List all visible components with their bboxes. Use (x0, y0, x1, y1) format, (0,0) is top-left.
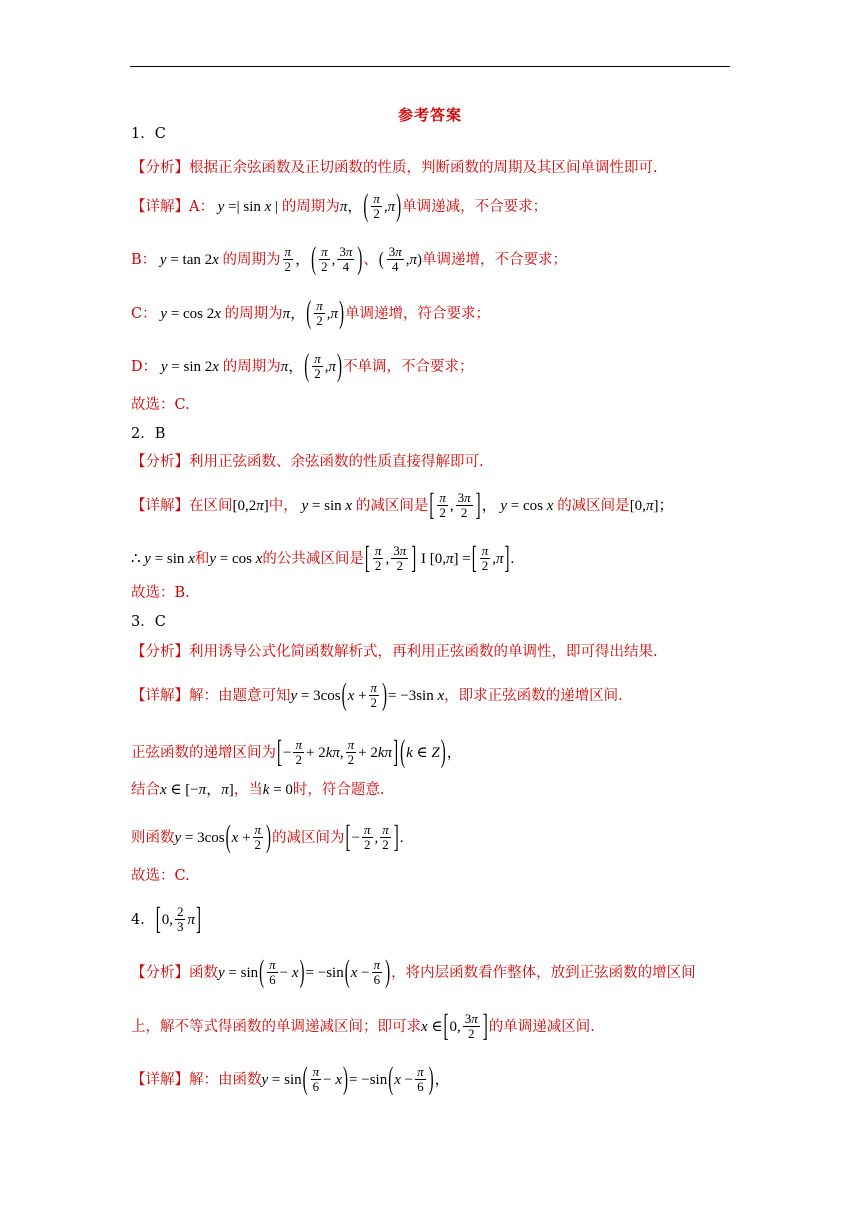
text: 解：由题意可知 (189, 687, 291, 704)
fraction: $\frac{\pi}{2}$ (373, 191, 380, 221)
text: 时，符合题意. (292, 782, 385, 798)
q3-detail-4: 则函数 y = 3cos ( x + $\frac{\pi}{2}$ ) 的减区间为 [ − $\frac{\pi}{2}$ , $\frac{\pi}{2}$ ] . (131, 820, 404, 855)
text: 的减区间为 (272, 829, 345, 846)
text: 中， (268, 497, 298, 514)
q1-choose: 故选：C. (131, 397, 190, 413)
text: 的周期为 (222, 358, 281, 375)
detail-tag: 【详解】 (131, 687, 189, 704)
q3-analysis (131, 642, 658, 662)
q3-detail-3: 结合 x ∈ [−π，π] ，当 k = 0 时，符合题意. (131, 782, 385, 798)
analysis-tag: 【分析】 (131, 644, 189, 660)
q4-analysis-2: 上，解不等式得函数的单调递减区间；即可求 x ∈ [ 0, $\frac{3\pi}{2}$ ] 的单调递减区间. (131, 1009, 595, 1044)
text: 的周期为 (222, 251, 281, 268)
text: 的单调递减区间. (488, 1018, 595, 1035)
q1-detail-b: B： y = tan 2x 的周期为 $\frac{\pi}{2}$ ， ( $\frac{\pi}{2}$ , $\frac{3\pi}{4}$ ) 、 ( $\frac{3\pi}{4}$ ,π) 单调递增，不合要求； (131, 242, 567, 277)
text: 在区间 (189, 497, 233, 514)
analysis-text: 利用诱导公式化简函数解析式，再利用正弦函数的单调性，即可得出结果. (189, 644, 658, 660)
text: 解：由函数 (189, 1071, 262, 1088)
text: 的周期为 (224, 305, 283, 322)
q1-number (131, 124, 166, 144)
q3-choose: 故选：C. (131, 868, 190, 884)
option-a-label: A： (189, 198, 214, 215)
q3-detail-2: 正弦函数的递增区间为 [ − $\frac{\pi}{2}$ + 2kπ, $\frac{\pi}{2}$ + 2kπ ] ( k ∈ Z ) ， (131, 735, 462, 770)
q4-detail: 【详解】 解：由函数 y = sin ( $\frac{\pi}{6}$ − x ) = −sin ( x − $\frac{\pi}{6}$ ) ， (131, 1062, 450, 1097)
formula: y = sin 2x (160, 358, 219, 375)
q2-detail-2: ∴ y = sin x 和 y = cos x 的公共减区间是 [ $\frac{\pi}{2}$ , $\frac{3\pi}{2}$ ] I [0,π] = [ $\frac{\pi}{2}$ ,π ] . (131, 541, 515, 576)
text: ，将内层函数看作整体，放到正弦函数的增区间 (391, 964, 696, 981)
q3-number (131, 612, 166, 632)
q4-number-text: 4． (131, 911, 155, 928)
text: 函数 (189, 964, 218, 981)
q1-number-text: 1．C (131, 126, 166, 142)
formula: y = cos 2x (160, 305, 221, 322)
q1-detail-a: 【详解】 A： y =| sin x | 的周期为 π， ( $\frac{\pi}{2}$ ,π ) 单调递减，不合要求； (131, 189, 548, 224)
text: 的减区间是 (557, 497, 630, 514)
fraction: $\frac{\pi}{2}$ (284, 244, 292, 274)
text: 则函数 (131, 829, 175, 846)
text: 正弦函数的递增区间为 (131, 744, 276, 761)
text: 单调递增，不合要求； (421, 251, 567, 268)
analysis-text: 根据正余弦函数及正切函数的性质，判断函数的周期及其区间单调性即可. (189, 160, 658, 176)
text: 的减区间是 (355, 497, 429, 514)
detail-tag: 【详解】 (131, 198, 189, 215)
q2-detail: 【详解】 在区间 [0,2π] 中， y = sin x 的减区间是 [ $\frac{\pi}{2}$ , $\frac{3\pi}{2}$ ] ， y = cos x 的减区间是 [0,π]； (131, 488, 674, 523)
q1-detail-d: D： y = sin 2x 的周期为 π， ( $\frac{\pi}{2}$ ,π ) 不单调，不合要求； (131, 349, 474, 384)
q4-analysis: 【分析】 函数 y = sin ( $\frac{\pi}{6}$ − x ) = −sin ( x − $\frac{\pi}{6}$ ) ，将内层函数看作整体，放到正弦函数的增区间 (131, 955, 696, 990)
formula: y =| sin x | (217, 198, 282, 215)
text: 单调递增，符合要求； (344, 305, 490, 322)
q4-number: 4． [ 0, $\frac{2}{3}$ π ] (131, 902, 201, 937)
option-b-label: B： (131, 251, 157, 268)
q1-detail-c: C： y = cos 2x 的周期为 π， ( $\frac{\pi}{2}$ ,π ) 单调递增，符合要求； (131, 296, 490, 331)
text: 单调递减，不合要求； (402, 198, 548, 215)
option-d-label: D： (131, 358, 158, 375)
text: 的公共减区间是 (262, 550, 364, 567)
option-c-label: C： (131, 305, 157, 322)
text: 不单调，不合要求； (343, 358, 474, 375)
analysis-tag: 【分析】 (131, 964, 189, 981)
detail-tag: 【详解】 (131, 497, 189, 514)
analysis-tag: 【分析】 (131, 454, 189, 470)
text: 结合 (131, 782, 160, 798)
text: 上，解不等式得函数的单调递减区间；即可求 (131, 1018, 421, 1035)
text: ，当 (233, 782, 263, 798)
q2-choose: 故选：B. (131, 585, 190, 601)
text: ，即求正弦函数的递增区间. (444, 687, 623, 704)
formula: y = tan 2x (159, 251, 219, 268)
q3-detail: 【详解】 解：由题意可知 y = 3cos ( x + $\frac{\pi}{2}$ ) = −3sin x ，即求正弦函数的递增区间. (131, 678, 623, 713)
header-rule (130, 66, 730, 67)
formula: π， (339, 198, 363, 215)
detail-tag: 【详解】 (131, 1071, 189, 1088)
q2-analysis (131, 452, 484, 472)
text: 和 (194, 550, 210, 567)
analysis-text: 利用正弦函数、余弦函数的性质直接得解即可. (189, 454, 484, 470)
analysis-tag: 【分析】 (131, 160, 189, 176)
q2-number-text: 2．B (131, 426, 166, 442)
q1-analysis (131, 158, 658, 178)
text: 、 (363, 251, 378, 268)
page-title: 参考答案 (397, 106, 462, 124)
q2-number (131, 424, 165, 444)
text: 的周期为 (281, 198, 340, 215)
q3-number-text: 3．C (131, 614, 166, 630)
